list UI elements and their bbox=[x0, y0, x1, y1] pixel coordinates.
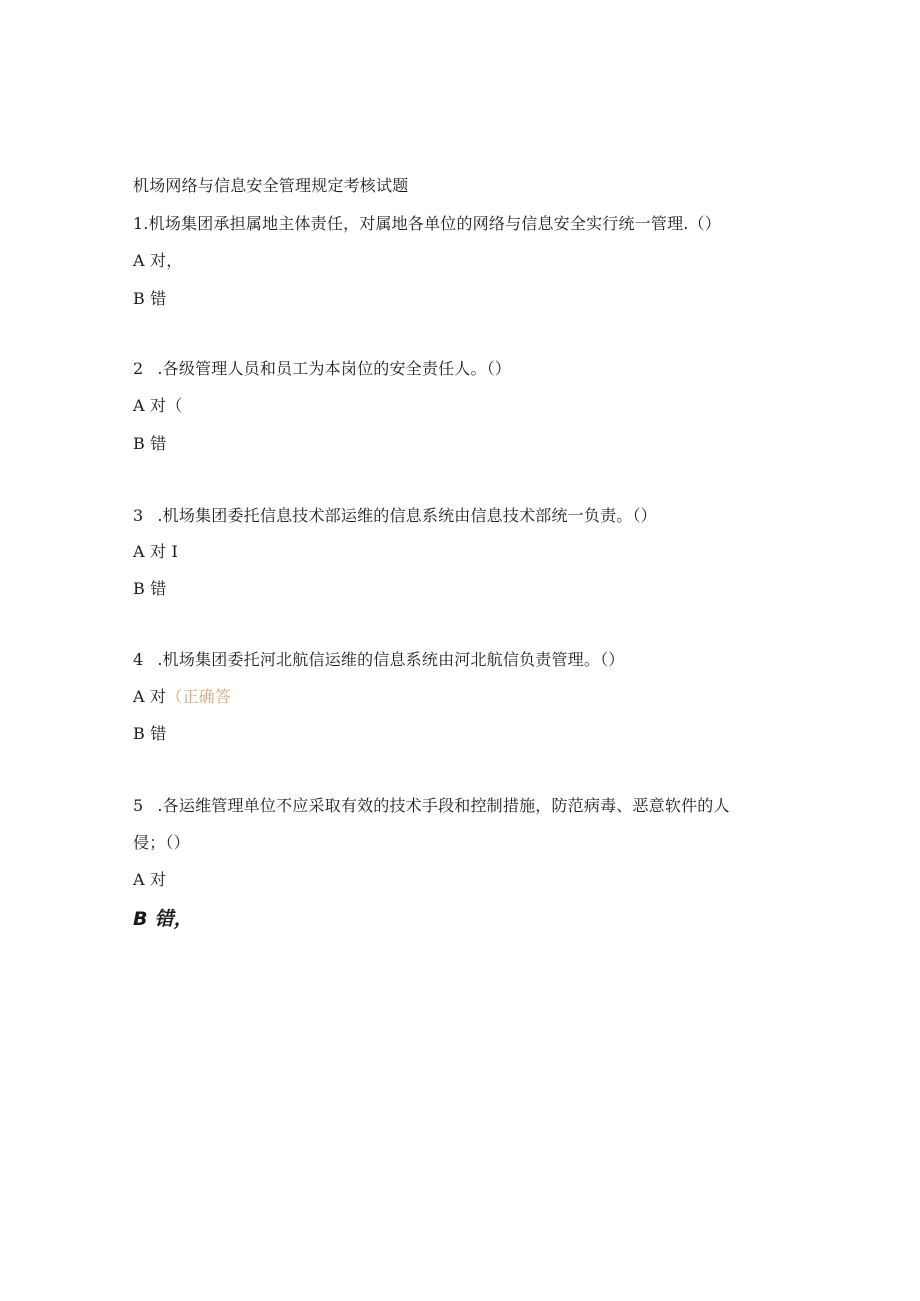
question-1-option-a: A 对， bbox=[133, 251, 183, 270]
question-2-option-a: A 对（ bbox=[133, 396, 183, 415]
answer-hint: （正确答 bbox=[166, 687, 232, 706]
question-4-number: 4 bbox=[133, 650, 144, 669]
question-3-option-b: B 错 bbox=[133, 579, 167, 598]
question-1 bbox=[133, 213, 721, 235]
question-3 bbox=[133, 505, 657, 527]
question-5-text: .各运维管理单位不应采取有效的技术手段和控制措施，防范病毒、恶意软件的人 bbox=[157, 796, 730, 815]
question-1-text: 机场集团承担属地主体责任，对属地各单位的网络与信息安全实行统一管理.（） bbox=[148, 214, 721, 233]
question-4-option-a-label: A 对 bbox=[133, 687, 167, 706]
question-4-option-b: B 错 bbox=[133, 724, 167, 743]
question-4-option-a bbox=[133, 686, 231, 708]
question-3-text: .机场集团委托信息技术部运维的信息系统由信息技术部统一负责。（） bbox=[157, 506, 657, 525]
question-4-text: .机场集团委托河北航信运维的信息系统由河北航信负责管理。（） bbox=[157, 650, 625, 669]
question-3-number: 3 bbox=[133, 506, 144, 525]
question-3-option-a: A 对 I bbox=[133, 542, 179, 561]
question-1-option-b: B 错 bbox=[133, 289, 167, 308]
question-2-text: .各级管理人员和员工为本岗位的安全责任人。（） bbox=[157, 359, 512, 378]
page-title: 机场网络与信息安全管理规定考核试题 bbox=[133, 176, 409, 195]
question-5-text-continued: 侵；（） bbox=[133, 833, 190, 852]
question-5-number: 5 bbox=[133, 796, 144, 815]
question-5-option-b: B 错， bbox=[133, 908, 193, 930]
question-4 bbox=[133, 649, 624, 671]
question-2-number: 2 bbox=[133, 359, 144, 378]
question-5-option-a: A 对 bbox=[133, 870, 167, 889]
question-5 bbox=[133, 795, 730, 817]
question-2 bbox=[133, 358, 511, 380]
question-1-number: 1. bbox=[133, 214, 149, 233]
question-2-option-b: B 错 bbox=[133, 434, 167, 453]
